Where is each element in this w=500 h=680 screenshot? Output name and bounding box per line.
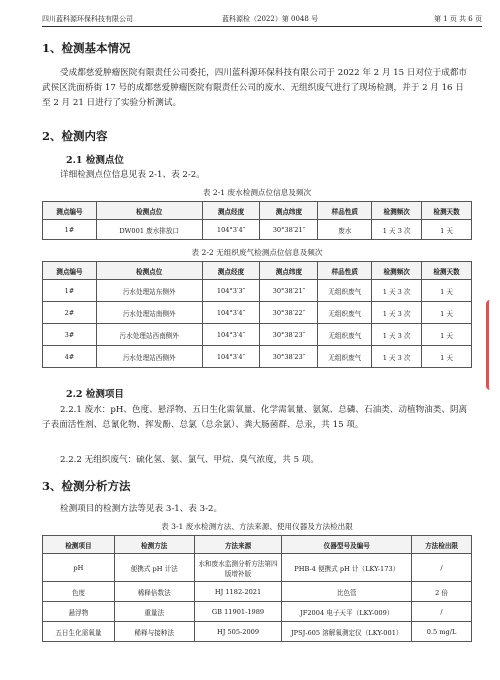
table-cell: 1# — [43, 280, 97, 302]
table-cell: pH — [43, 554, 115, 582]
page-header — [42, 12, 482, 27]
table-cell: GB 11901-1989 — [194, 602, 282, 622]
section2-1-title: 2.1 检测点位 — [66, 155, 124, 166]
table-cell: HJ 505-2009 — [194, 622, 282, 642]
table-row — [43, 280, 472, 302]
table3-1-caption: 表 3-1 废水检测方法、方法来源、使用仪器及方法检出限 — [161, 522, 353, 531]
table-cell: 稀释倍数法 — [114, 582, 194, 602]
table-cell: 无组织废气 — [318, 324, 372, 346]
table-cell: 104°3′4″ — [202, 220, 260, 240]
table-cell: 1 天 3 次 — [372, 346, 422, 368]
table2-1-header: 检测天数 — [422, 202, 472, 220]
table-cell: 无组织废气 — [318, 280, 372, 302]
table-cell: 30°38′23″ — [260, 324, 318, 346]
table-cell: 1 天 — [422, 280, 472, 302]
header-page-number: 第 1 页 共 6 页 — [433, 15, 482, 23]
table-cell: 30°38′21″ — [260, 220, 318, 240]
table-cell: 1 天 — [422, 346, 472, 368]
section2-title: 2、检测内容 — [42, 129, 108, 143]
table-cell: 30°38′23″ — [260, 346, 318, 368]
table-cell: 比色管 — [282, 582, 412, 602]
table-cell: 30°38′21″ — [260, 280, 318, 302]
table3-1-header: 方法检出限 — [412, 536, 472, 554]
table-cell: 稀释与接种法 — [114, 622, 194, 642]
table-cell: 1# — [43, 220, 97, 240]
table2-1-caption: 表 2-1 废水检测点位信息及频次 — [202, 188, 312, 197]
table2-1-header: 检测频次 — [372, 202, 422, 220]
table-cell: 污水处理站东侧外 — [96, 280, 202, 302]
table-cell: 104°3′4″ — [202, 302, 260, 324]
table2-1-header: 检测点位 — [96, 202, 202, 220]
table-cell: PHB-4 便携式 pH 计（LKY-173） — [282, 554, 412, 582]
table2-2-caption: 表 2-2 无组织废气检测点位信息及频次 — [191, 248, 323, 257]
table3-1-header: 仪器型号及编号 — [282, 536, 412, 554]
table-row — [43, 220, 472, 240]
table-cell: 1 天 3 次 — [372, 220, 422, 240]
table-cell: 重量法 — [114, 602, 194, 622]
table-cell: 污水处理站西南侧外 — [96, 324, 202, 346]
table2-2-header: 检测点位 — [96, 262, 202, 280]
table-row — [43, 554, 472, 582]
table-cell: 104°3′3″ — [202, 280, 260, 302]
item-wastewater: 2.2.1 废水：pH、色度、悬浮物、五日生化需氧量、化学需氧量、氨氮、总磷、石油类、动植物油类、阴离子表面活性剂、总氰化物、挥发酚、总氯（总余氯）、粪大肠菌群、总汞，共 15 项。 — [42, 405, 468, 430]
table-cell: 1 天 — [422, 220, 472, 240]
table-cell: 废水 — [318, 220, 372, 240]
table-cell: 五日生化需氧量 — [43, 622, 115, 642]
table-cell: 1 天 — [422, 324, 472, 346]
table-cell: 104°3′4″ — [202, 346, 260, 368]
table3-1-header: 方法来源 — [194, 536, 282, 554]
section2-1-body: 详细检测点位信息见表 2-1、表 2-2。 — [60, 170, 205, 180]
table-cell: 无组织废气 — [318, 302, 372, 324]
table-cell: 1 天 — [422, 302, 472, 324]
table-row — [43, 602, 472, 622]
table-cell: 0.5 mg/L — [412, 622, 472, 642]
table2-1 — [42, 201, 472, 240]
table-cell: 2 倍 — [412, 582, 472, 602]
seal-stamp-edge — [486, 300, 500, 390]
table-cell: 无组织废气 — [318, 346, 372, 368]
table2-1-header: 测点经度 — [202, 202, 260, 220]
table2-1-header: 测点编号 — [43, 202, 97, 220]
table-cell: 水和废水监测分析方法第四版增补版 — [194, 554, 282, 582]
table-cell: 3# — [43, 324, 97, 346]
table-cell: 4# — [43, 346, 97, 368]
table-cell: JF2004 电子天平（LKY-009） — [282, 602, 412, 622]
table3-1 — [42, 535, 472, 642]
table-cell: 30°38′22″ — [260, 302, 318, 324]
table3-1-header: 检测项目 — [43, 536, 115, 554]
table-row — [43, 346, 472, 368]
header-report-no: 蓝科源检（2022）第 0048 号 — [222, 15, 319, 23]
table-cell: 污水处理站西侧外 — [96, 346, 202, 368]
section2-2-title: 2.2 检测项目 — [66, 389, 124, 400]
table-row — [43, 324, 472, 346]
table-cell: 悬浮物 — [43, 602, 115, 622]
item-waste-gas: 2.2.2 无组织废气：硫化氢、氨、氯气、甲烷、臭气浓度，共 5 项。 — [60, 455, 319, 465]
table-cell: DW001 废水排放口 — [96, 220, 202, 240]
table-cell: HJ 1182-2021 — [194, 582, 282, 602]
table-row — [43, 302, 472, 324]
header-company: 四川蓝科源环保科技有限公司 — [42, 15, 133, 23]
table-cell: 1 天 3 次 — [372, 324, 422, 346]
section3-body: 检测项目的检测方法等见表 3-1、表 3-2。 — [60, 504, 223, 514]
table-cell: 1 天 3 次 — [372, 280, 422, 302]
table2-1-header: 测点纬度 — [260, 202, 318, 220]
table-cell: JPSJ-605 溶解氧测定仪（LKY-001） — [282, 622, 412, 642]
table2-2-header: 测点经度 — [202, 262, 260, 280]
table-cell: 104°3′4″ — [202, 324, 260, 346]
section1-body: 受成都慈爱肿瘤医院有限责任公司委托，四川蓝科源环保科技有限公司于 2022 年 2 月 15 日对位于成都市武侯区洗面桥街 17 号的成都慈爱肿瘤医院有限责任公司的废水、无组织废气进行了现场检测，并于 2 月 16 日至 2 月 21 日进行了实验分析测试。 — [42, 68, 468, 108]
table-cell: / — [412, 602, 472, 622]
section1-title: 1、检测基本情况 — [42, 41, 131, 55]
section3-title: 3、检测分析方法 — [42, 479, 131, 493]
table2-2-header: 检测天数 — [422, 262, 472, 280]
table2-1-header: 样品性质 — [318, 202, 372, 220]
table2-2-header: 检测频次 — [372, 262, 422, 280]
table2-2-header: 样品性质 — [318, 262, 372, 280]
table-row — [43, 582, 472, 602]
table2-2 — [42, 261, 472, 368]
table-cell: 1 天 3 次 — [372, 302, 422, 324]
table2-2-header: 测点编号 — [43, 262, 97, 280]
table-cell: 便携式 pH 计法 — [114, 554, 194, 582]
table-cell: 色度 — [43, 582, 115, 602]
table-cell: 污水处理站南侧外 — [96, 302, 202, 324]
table-row — [43, 622, 472, 642]
table3-1-header: 检测方法 — [114, 536, 194, 554]
table-cell: / — [412, 554, 472, 582]
table2-2-header: 测点纬度 — [260, 262, 318, 280]
table-cell: 2# — [43, 302, 97, 324]
